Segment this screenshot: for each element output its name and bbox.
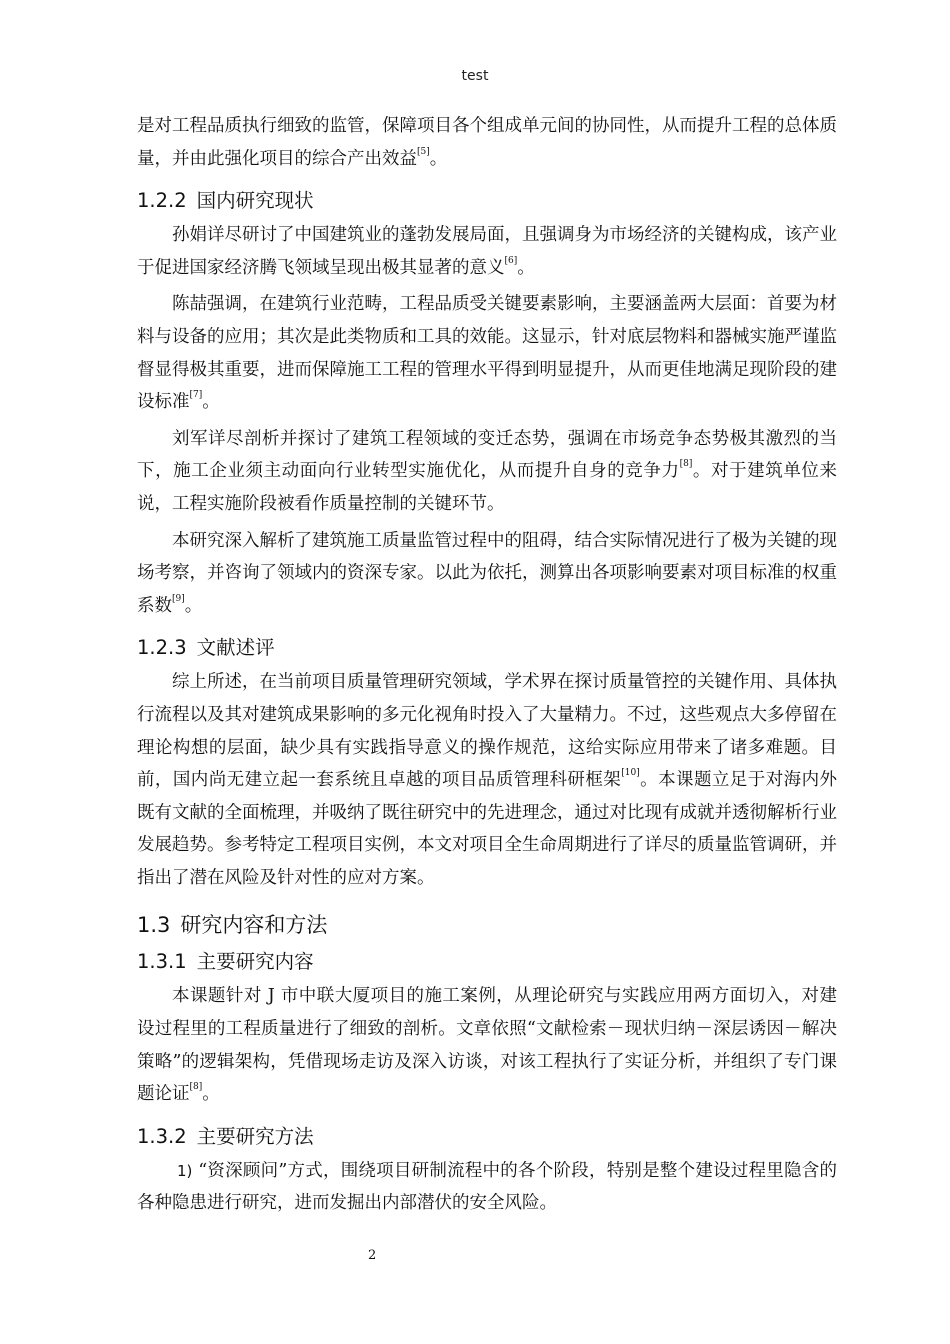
section-heading-1-2-3: 1.2.3 文献述评 (137, 636, 275, 660)
citation: [8] (189, 1082, 203, 1093)
citation: [10] (621, 768, 640, 779)
paragraph: 本研究深入解析了建筑施工质量监管过程中的阻碍，结合实际情况进行了极为关键的现场考察，并咨询了领域内的资深专家。以此为依托，测算出各项影响要素对项目标准的权重系数[9]。 (137, 530, 837, 616)
citation: [7] (189, 390, 203, 401)
citation: [6] (504, 255, 518, 266)
section-heading-1-3-2: 1.3.2 主要研究方法 (137, 1124, 314, 1148)
paragraph: 本课题针对 J 市中联大厦项目的施工案例，从理论研究与实践应用两方面切入，对建设过程里的工程质量进行了细致的剖析。文章依照“文献检索－现状归纳－深层诱因－解决策略”的逻辑架构，凭借现场走访及深入访谈，对该工程执行了实证分析，并组织了专门课题论证[8]。 (137, 986, 837, 1105)
page-number: 2 (368, 1248, 377, 1263)
paragraph: 孙娟详尽研讨了中国建筑业的蓬勃发展局面，且强调身为市场经济的关键构成，该产业于促进国家经济腾飞领域呈现出极其显著的意义[6]。 (137, 225, 837, 278)
section-heading-1-2-2: 1.2.2 国内研究现状 (137, 189, 314, 213)
page-header: test (461, 68, 489, 84)
citation: [8] (679, 459, 693, 470)
citation: [9] (172, 593, 185, 604)
section-heading-1-3: 1.3 研究内容和方法 (137, 913, 328, 938)
list-number: 1) (177, 1161, 193, 1180)
paragraph: 综上所述，在当前项目质量管理研究领域，学术界在探讨质量管控的关键作用、具体执行流程以及其对建筑成果影响的多元化视角时投入了大量精力。不过，这些观点大多停留在理论构想的层面，缺少具有实践指导意义的操作规范，这给实际应用带来了诸多难题。目前，国内尚无建立起一套系统且卓越的项目品质管理科研框架[10]。本课题立足于对海内外既有文献的全面梳理，并吸纳了既往研究中的先进理念，通过对比现有成就并透彻解析行业发展趋势。参考特定工程项目实例，本文对项目全生命周期进行了详尽的质量监管调研，并指出了潜在风险及针对性的应对方案。 (137, 672, 837, 888)
section-heading-1-3-1: 1.3.1 主要研究内容 (137, 950, 314, 974)
paragraph: 陈喆强调，在建筑行业范畴，工程品质受关键要素影响，主要涵盖两大层面：首要为材料与设备的应用；其次是此类物质和工具的效能。这显示，针对底层物料和器械实施严谨监督显得极其重要，进而保障施工工程的管理水平得到明显提升，从而更佳地满足现阶段的建设标准[7]。 (137, 294, 837, 413)
paragraph: 刘军详尽剖析并探讨了建筑工程领域的变迁态势，强调在市场竞争态势极其激烈的当下，施工企业须主动面向行业转型实施优化，从而提升自身的竞争力[8]。对于建筑单位来说，工程实施阶段被看作质量控制的关键环节。 (137, 428, 838, 514)
citation: [5] (417, 146, 430, 157)
list-item: 1) “资深顾问”方式，围绕项目研制流程中的各个阶段，特别是整个建设过程里隐含的各种隐患进行研究，进而发掘出内部潜伏的安全风险。 (137, 1160, 837, 1214)
paragraph: 是对工程品质执行细致的监管，保障项目各个组成单元间的协同性，从而提升工程的总体质量，并由此强化项目的综合产出效益[5]。 (137, 116, 837, 169)
document-body (137, 110, 837, 1220)
